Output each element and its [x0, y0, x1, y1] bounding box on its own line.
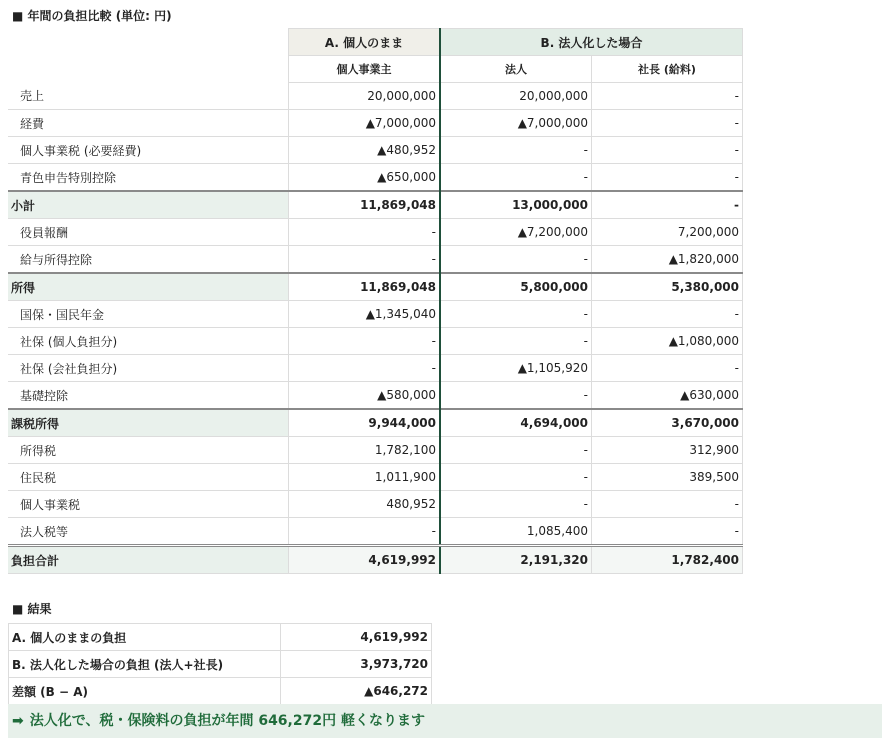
cell-a: 20,000,000	[289, 83, 441, 110]
cell-b: -	[440, 246, 592, 274]
cell-a: ▲580,000	[289, 382, 441, 410]
row-label: 給与所得控除	[8, 246, 289, 274]
income-row	[8, 273, 743, 301]
cell-a: 11,869,048	[289, 191, 441, 219]
cell-b: 13,000,000	[440, 191, 592, 219]
table-row	[8, 110, 743, 137]
cell-b: 1,085,400	[440, 518, 592, 546]
header-col-c: 社長 (給料)	[592, 56, 743, 83]
row-label: 個人事業税 (必要経費)	[8, 137, 289, 164]
table-header-group-row	[8, 29, 743, 56]
cell-c: 5,380,000	[592, 273, 743, 301]
cell-b: 4,694,000	[440, 409, 592, 437]
grand-total-row	[8, 546, 743, 574]
row-label: 社保 (個人負担分)	[8, 328, 289, 355]
row-label: 負担合計	[8, 546, 289, 574]
taxable-income-row	[8, 409, 743, 437]
cell-b: -	[440, 437, 592, 464]
cell-c: -	[592, 301, 743, 328]
table-row	[8, 355, 743, 382]
cell-b: ▲7,000,000	[440, 110, 592, 137]
header-col-a-group: A. 個人のまま	[289, 29, 441, 56]
row-label: 法人税等	[8, 518, 289, 546]
cell-a: -	[289, 246, 441, 274]
table-row	[8, 137, 743, 164]
cell-b: -	[440, 301, 592, 328]
cell-b: -	[440, 382, 592, 410]
conclusion-banner	[8, 704, 882, 738]
cell-b: ▲1,105,920	[440, 355, 592, 382]
cell-b: -	[440, 464, 592, 491]
table-row	[8, 437, 743, 464]
cell-a: -	[289, 328, 441, 355]
cell-c: ▲1,820,000	[592, 246, 743, 274]
result-label: 差額 (B − A)	[9, 678, 281, 705]
header-blank	[8, 56, 289, 83]
row-label: 基礎控除	[8, 382, 289, 410]
header-col-b: 法人	[440, 56, 592, 83]
cell-a: 9,944,000	[289, 409, 441, 437]
cell-c: -	[592, 191, 743, 219]
table-row	[8, 491, 743, 518]
row-label: 青色申告特別控除	[8, 164, 289, 192]
cell-c: 389,500	[592, 464, 743, 491]
cell-b: -	[440, 328, 592, 355]
cell-a: 11,869,048	[289, 273, 441, 301]
table-row	[8, 382, 743, 410]
cell-a: 4,619,992	[289, 546, 441, 574]
result-table	[8, 623, 432, 705]
cell-c: 7,200,000	[592, 219, 743, 246]
row-label: 個人事業税	[8, 491, 289, 518]
result-value: ▲646,272	[281, 678, 432, 705]
cell-c: -	[592, 491, 743, 518]
cell-c: -	[592, 83, 743, 110]
table-row	[8, 246, 743, 274]
row-label: 国保・国民年金	[8, 301, 289, 328]
cell-a: ▲480,952	[289, 137, 441, 164]
cell-b: -	[440, 137, 592, 164]
cell-b: ▲7,200,000	[440, 219, 592, 246]
result-label: A. 個人のままの負担	[9, 624, 281, 651]
result-value: 3,973,720	[281, 651, 432, 678]
cell-a: ▲7,000,000	[289, 110, 441, 137]
table-row	[8, 219, 743, 246]
row-label: 課税所得	[8, 409, 289, 437]
row-label: 経費	[8, 110, 289, 137]
cell-a: ▲1,345,040	[289, 301, 441, 328]
result-title: ■ 結果	[12, 602, 52, 616]
row-label: 社保 (会社負担分)	[8, 355, 289, 382]
cell-c: 312,900	[592, 437, 743, 464]
table-row	[8, 164, 743, 192]
cell-c: -	[592, 110, 743, 137]
arrow-right-icon: ➡	[12, 713, 24, 729]
page-title: ■ 年間の負担比較 (単位: 円)	[12, 9, 172, 23]
cell-a: 480,952	[289, 491, 441, 518]
table-row	[8, 464, 743, 491]
table-row	[8, 518, 743, 546]
cell-c: 3,670,000	[592, 409, 743, 437]
row-label: 小計	[8, 191, 289, 219]
table-row	[8, 301, 743, 328]
cell-a: 1,782,100	[289, 437, 441, 464]
header-col-a: 個人事業主	[289, 56, 441, 83]
subtotal-row	[8, 191, 743, 219]
cell-a: -	[289, 518, 441, 546]
result-value: 4,619,992	[281, 624, 432, 651]
row-label: 住民税	[8, 464, 289, 491]
cell-a: -	[289, 219, 441, 246]
cell-c: ▲630,000	[592, 382, 743, 410]
table-header-row	[8, 56, 743, 83]
cell-a: -	[289, 355, 441, 382]
cell-a: ▲650,000	[289, 164, 441, 192]
header-blank	[8, 29, 289, 56]
cell-a: 1,011,900	[289, 464, 441, 491]
cell-c: ▲1,080,000	[592, 328, 743, 355]
cell-c: -	[592, 355, 743, 382]
cell-c: 1,782,400	[592, 546, 743, 574]
conclusion-text: 法人化で、税・保険料の負担が年間 646,272円 軽くなります	[29, 713, 425, 729]
cell-b: 5,800,000	[440, 273, 592, 301]
row-label: 所得	[8, 273, 289, 301]
cell-b: -	[440, 164, 592, 192]
result-row	[9, 624, 432, 651]
cell-c: -	[592, 518, 743, 546]
cell-c: -	[592, 164, 743, 192]
result-label: B. 法人化した場合の負担 (法人+社長)	[9, 651, 281, 678]
header-col-b-group: B. 法人化した場合	[440, 29, 743, 56]
row-label: 所得税	[8, 437, 289, 464]
result-row	[9, 651, 432, 678]
comparison-table	[8, 28, 743, 574]
row-label: 売上	[8, 83, 289, 110]
row-label: 役員報酬	[8, 219, 289, 246]
result-row	[9, 678, 432, 705]
table-row	[8, 83, 743, 110]
cell-c: -	[592, 137, 743, 164]
cell-b: 20,000,000	[440, 83, 592, 110]
cell-b: 2,191,320	[440, 546, 592, 574]
cell-b: -	[440, 491, 592, 518]
table-row	[8, 328, 743, 355]
